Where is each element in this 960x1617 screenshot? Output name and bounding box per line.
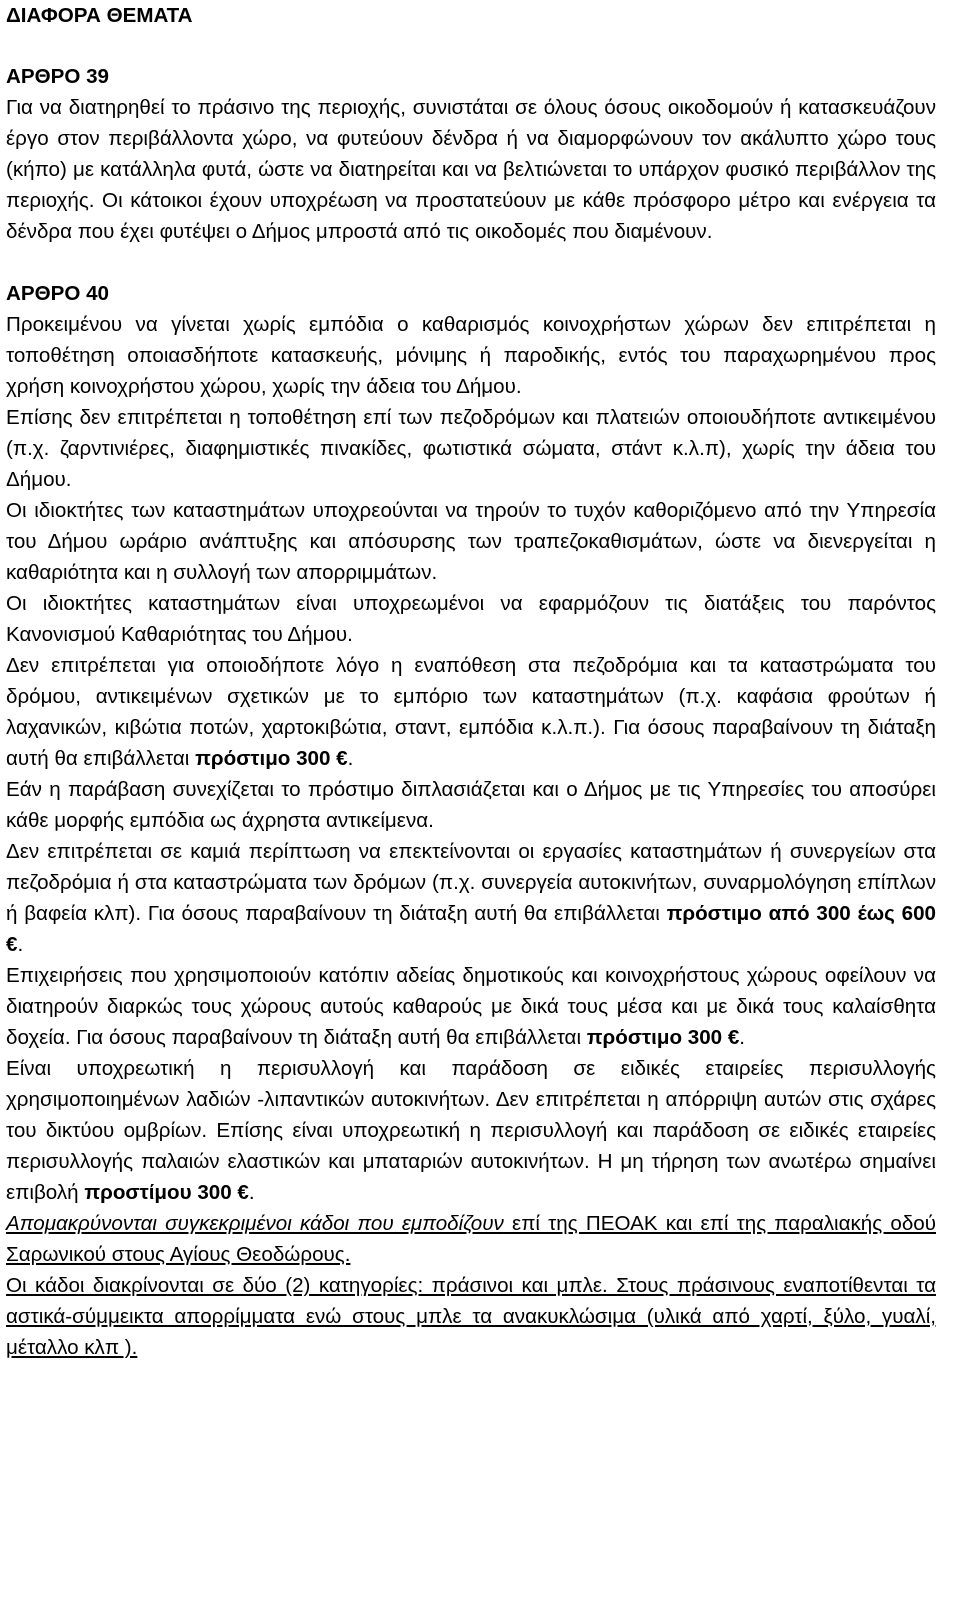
fine-amount: προστίμου 300 €	[84, 1181, 249, 1204]
fine-amount: πρόστιμο 300 €	[195, 747, 348, 770]
article-40-paragraph-4: Οι ιδιοκτήτες καταστημάτων είναι υποχρεωμένοι να εφαρμόζουν τις διατάξεις του παρόντος Κανονισμού Καθαριότητας του Δήμου.	[6, 592, 936, 646]
underlined-italic-text: Απομακρύνονται συγκεκριμένοι κάδοι που εμποδίζουν	[6, 1212, 504, 1235]
fine-amount: πρόστιμο από 300 έως 600 €	[6, 902, 936, 956]
paragraph-text: επί της ΠΕΟΑΚ και επί της παραλιακής οδού Σαρωνικού στους Αγίους Θεοδώρους.	[6, 1212, 936, 1266]
fine-amount: πρόστιμο 300 €	[586, 1026, 740, 1049]
article-39-paragraph: Για να διατηρηθεί το πράσινο της περιοχής, συνιστάται σε όλους όσους οικοδομούν ή κατασκευάζουν έργο στον περιβάλλοντα χώρο, να φυτεύουν δένδρα ή να διαμορφώνουν τον ακάλυπτο χώρο τους (κήπο) με κατάλληλα φυτά, ώστε να διατηρείται και να βελτιώνεται το υπάρχον φυσικό περιβάλλον της περιοχής. Οι κάτοικοι έχουν υποχρέωση να προστατεύουν με κάθε πρόσφορο μέτρο και ενέργεια τα δένδρα που έχει φυτέψει ο Δήμος μπροστά από τις οικοδομές που διαμένουν.	[6, 96, 936, 243]
article-39	[6, 61, 936, 247]
article-40-paragraph-2: Επίσης δεν επιτρέπεται η τοποθέτηση επί των πεζοδρόμων και πλατειών οποιουδήποτε αντικειμένου (π.χ. ζαρντινιέρες, διαφημιστικές πινακίδες, φωτιστικά σώματα, στάντ κ.λ.π), χωρίς την άδεια του Δήμου.	[6, 406, 936, 491]
article-40-paragraph-5	[6, 650, 936, 774]
article-40-paragraph-8	[6, 960, 936, 1053]
section-spacer	[6, 247, 936, 278]
article-40-paragraph-1: Προκειμένου να γίνεται χωρίς εμπόδια ο καθαρισμός κοινοχρήστων χώρων δεν επιτρέπεται η τοποθέτηση οποιασδήποτε κατασκευής, μόνιμης ή παροδικής, εντός του παραχωρημένου προς χρήση κοινοχρήστου χώρου, χωρίς την άδεια του Δήμου.	[6, 313, 936, 398]
article-40-paragraph-7	[6, 836, 936, 960]
article-40	[6, 278, 936, 1363]
article-40-paragraph-11: Οι κάδοι διακρίνονται σε δύο (2) κατηγορίες: πράσινοι και μπλε. Στους πράσινους εναποτίθενται τα αστικά-σύμμεικτα απορρίμματα ενώ στους μπλε τα ανακυκλώσιμα (υλικά από χαρτί, ξύλο, γυαλί, μέταλλο κλπ ).	[6, 1274, 936, 1359]
paragraph-end: .	[739, 1026, 746, 1049]
article-40-paragraph-9	[6, 1053, 936, 1208]
paragraph-text: Δεν επιτρέπεται για οποιοδήποτε λόγο η εναπόθεση στα πεζοδρόμια και τα καταστρώματα του δρόμου, αντικειμένων σχετικών με το εμπόριο των καταστημάτων (π.χ. καφάσια φρούτων ή λαχανικών, κιβώτια ποτών, χαρτοκιβώτια, σταντ, εμπόδια κ.λ.π.). Για όσους παραβαίνουν τη διάταξη αυτή θα επιβάλλεται	[6, 654, 936, 770]
article-39-heading: ΑΡΘΡΟ 39	[6, 65, 110, 88]
article-40-paragraph-10	[6, 1208, 936, 1270]
document-title: ΔΙΑΦΟΡΑ ΘΕΜΑΤΑ	[6, 4, 193, 27]
paragraph-end: .	[248, 1181, 255, 1204]
paragraph-text: Είναι υποχρεωτική η περισυλλογή και παράδοση σε ειδικές εταιρείες περισυλλογής χρησιμοποιημένων λαδιών -λιπαντικών αυτοκινήτων. Δεν επιτρέπεται η απόρριψη αυτών στις σχάρες του δικτύου ομβρίων. Επίσης είναι υποχρεωτική η περισυλλογή και παράδοση σε ειδικές εταιρείες περισυλλογής παλαιών ελαστικών και μπαταριών αυτοκινήτων. Η μη τήρηση των ανωτέρω σημαίνει επιβολή	[6, 1057, 936, 1204]
paragraph-end: .	[347, 747, 354, 770]
paragraph-text: Δεν επιτρέπεται σε καμιά περίπτωση να επεκτείνονται οι εργασίες καταστημάτων ή συνεργείων στα πεζοδρόμια ή στα καταστρώματα των δρόμων (π.χ. συνεργεία αυτοκινήτων, συναρμολόγηση επίπλων ή βαφεία κλπ). Για όσους παραβαίνουν τη διάταξη αυτή θα επιβάλλεται	[6, 840, 936, 925]
article-40-heading: ΑΡΘΡΟ 40	[6, 282, 110, 305]
article-40-paragraph-6: Εάν η παράβαση συνεχίζεται το πρόστιμο διπλασιάζεται και ο Δήμος με τις Υπηρεσίες του αποσύρει κάθε μορφής εμπόδια ως άχρηστα αντικείμενα.	[6, 778, 936, 832]
article-40-paragraph-3: Οι ιδιοκτήτες των καταστημάτων υποχρεούνται να τηρούν το τυχόν καθοριζόμενο από την Υπηρεσία του Δήμου ωράριο ανάπτυξης και απόσυρσης των τραπεζοκαθισμάτων, ώστε να διενεργείται η καθαριότητα και η συλλογή των απορριμμάτων.	[6, 499, 936, 584]
paragraph-end: .	[17, 933, 24, 956]
paragraph-text: Επιχειρήσεις που χρησιμοποιούν κατόπιν αδείας δημοτικούς και κοινοχρήστους χώρους οφείλουν να διατηρούν διαρκώς τους χώρους αυτούς καθαρούς με δικά τους μέσα και με δικά τους καλαίσθητα δοχεία. Για όσους παραβαίνουν τη διάταξη αυτή θα επιβάλλεται	[6, 964, 936, 1049]
document-page	[6, 0, 936, 1363]
